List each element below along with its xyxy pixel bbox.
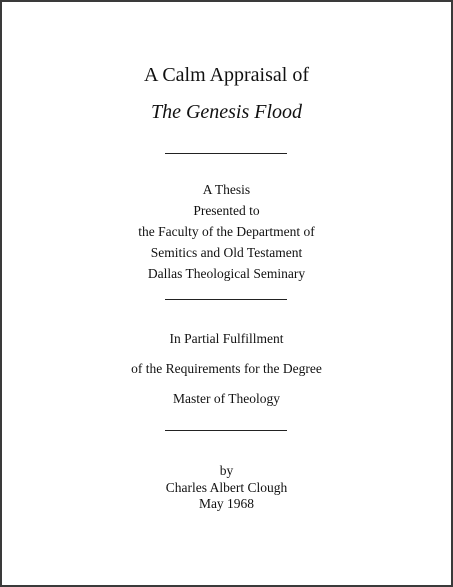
- fulfillment-line-3: Master of Theology: [173, 391, 280, 406]
- thesis-line-5: Dallas Theological Seminary: [147, 266, 306, 281]
- thesis-line-1: A Thesis: [202, 182, 251, 197]
- thesis-line-3: the Faculty of the Department of: [138, 224, 315, 239]
- fulfillment-line-1: In Partial Fulfillment: [169, 331, 284, 346]
- separator-rule-3: [165, 430, 287, 431]
- separator-rule-2: [165, 299, 287, 300]
- author-by: by: [219, 463, 234, 478]
- author-date: May 1968: [198, 496, 255, 511]
- fulfillment-line-2: of the Requirements for the Degree: [131, 361, 322, 376]
- separator-rule-1: [165, 153, 287, 154]
- title-line-1: A Calm Appraisal of: [144, 64, 309, 86]
- thesis-line-4: Semitics and Old Testament: [150, 245, 303, 260]
- thesis-line-2: Presented to: [193, 203, 260, 218]
- title-line-2-book-title: The Genesis Flood: [150, 101, 303, 123]
- author-name: Charles Albert Clough: [165, 480, 288, 495]
